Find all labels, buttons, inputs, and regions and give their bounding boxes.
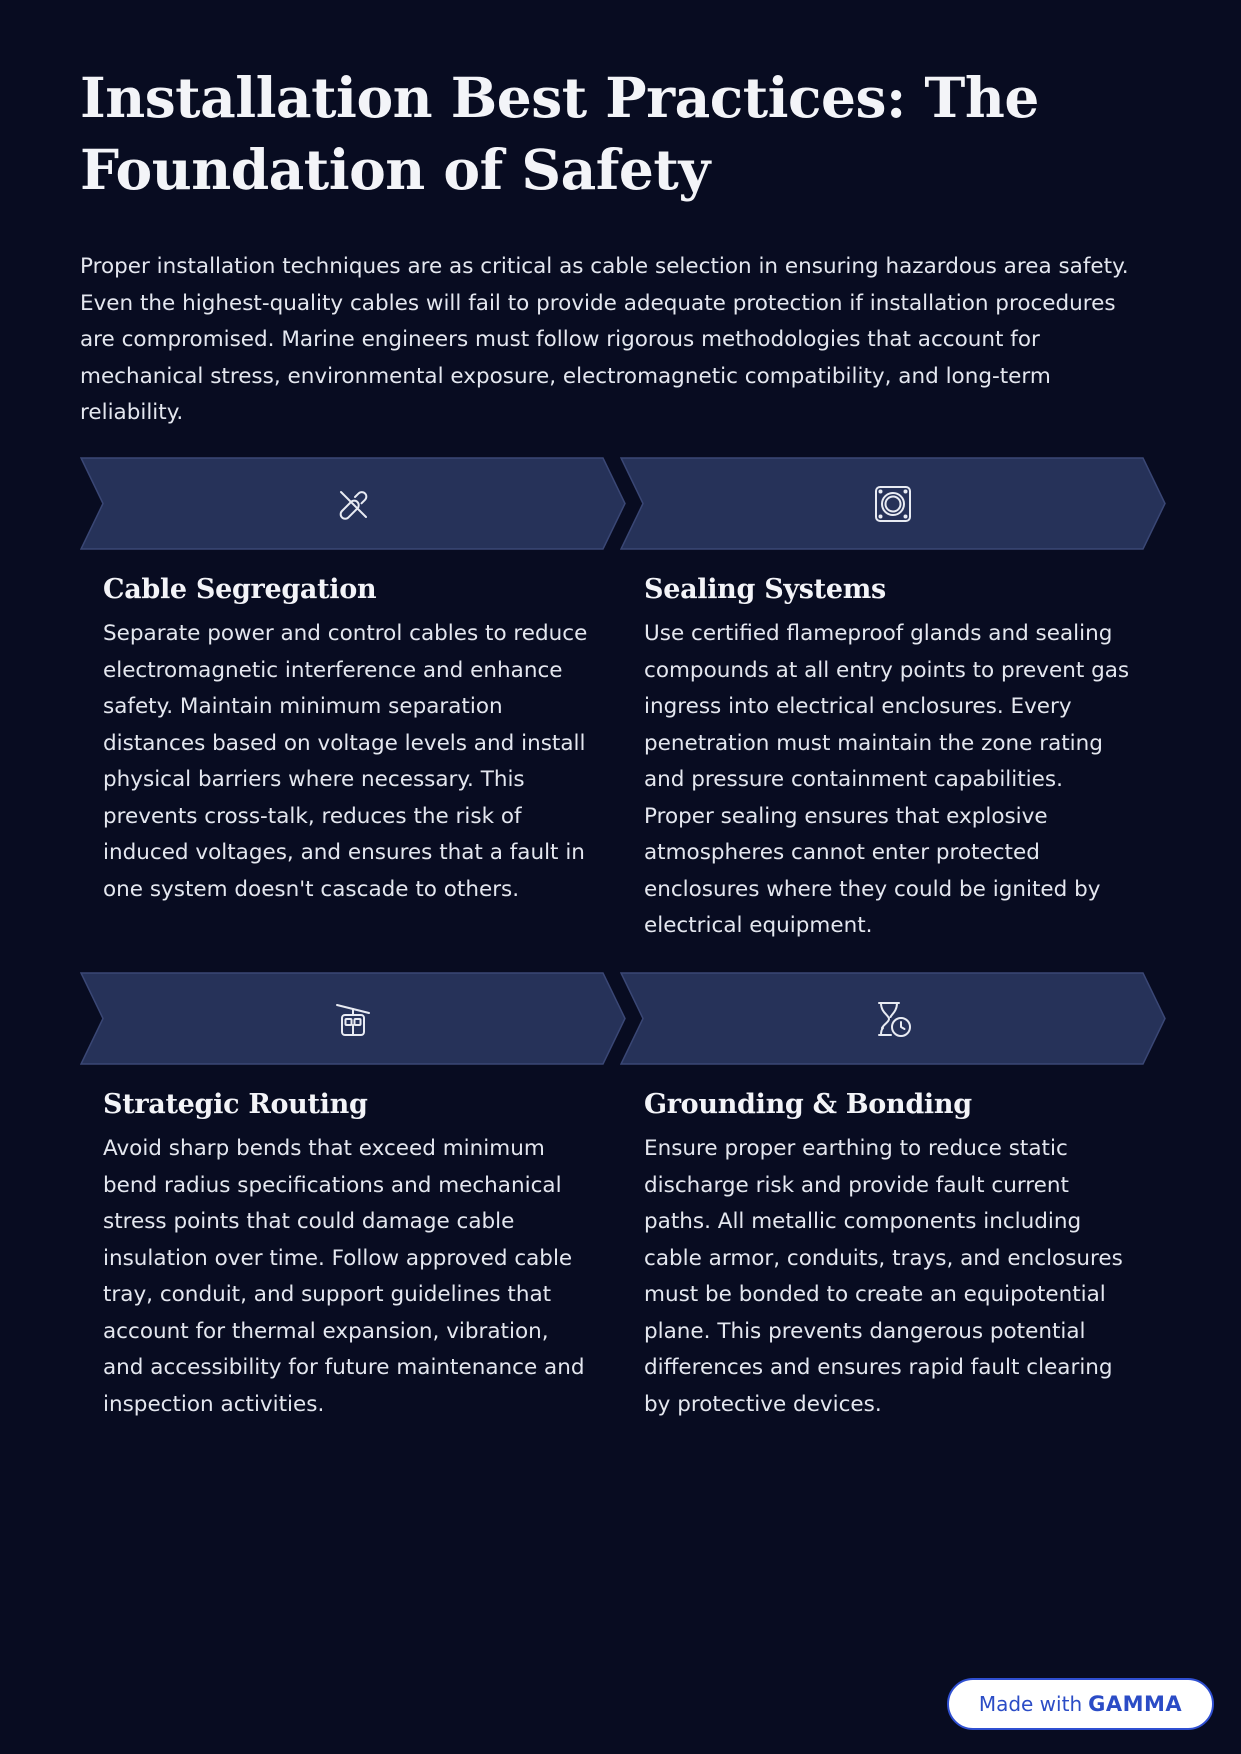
card-heading: Sealing Systems — [644, 574, 886, 605]
card-body: Separate power and control cables to reduce electromagnetic interference and enhance safety. Maintain minimum separation distances based on voltage levels and install physical barriers where necessary. This prevents cross-talk, reduces the risk of induced voltages, and ensures that a fault in one system doesn't cascade to others. — [103, 621, 588, 902]
unlink-icon — [333, 484, 373, 524]
card-grounding-bonding — [644, 1087, 1134, 1423]
hourglass-clock-icon — [873, 999, 913, 1039]
card-strategic-routing — [103, 1087, 593, 1423]
card-heading: Strategic Routing — [103, 1089, 368, 1120]
card-body: Avoid sharp bends that exceed minimum bend radius specifications and mechanical stress points that could damage cable insulation over time. Follow approved cable tray, conduit, and support guidelines that account for thermal expansion, vibration, and accessibility for future maintenance and inspection activities. — [103, 1136, 585, 1417]
chevron-banner-sealing-systems — [620, 457, 1166, 550]
page-title: Installation Best Practices: The Foundation of Safety — [80, 65, 1039, 202]
card-body: Ensure proper earthing to reduce static discharge risk and provide fault current paths. All metallic components including cable armor, conduits, trays, and enclosures must be bonded to create an equipotential plane. This prevents dangerous potential differences and ensures rapid fault clearing by protective devices. — [644, 1136, 1123, 1417]
card-heading: Cable Segregation — [103, 574, 377, 605]
card-heading: Grounding & Bonding — [644, 1089, 972, 1120]
card-body: Use certified flameproof glands and sealing compounds at all entry points to prevent gas ingress into electrical enclosures. Every penetration must maintain the zone rating and pressure containment capabilities. Proper sealing ensures that explosive atmospheres cannot enter protected enclosures where they could be ignited by electrical equipment. — [644, 621, 1130, 938]
chevron-banner-strategic-routing — [80, 972, 626, 1065]
cable-car-icon — [333, 999, 373, 1039]
badge-prefix: Made with — [978, 1692, 1083, 1716]
card-cable-segregation — [103, 572, 593, 908]
chevron-banner-cable-segregation — [80, 457, 626, 550]
seal-ring-icon — [873, 484, 913, 524]
card-sealing-systems — [644, 572, 1134, 945]
intro-paragraph: Proper installation techniques are as critical as cable selection in ensuring hazardous area safety. Even the highest-quality cables will fail to provide adequate protection if installation procedures are compromised. Marine engineers must follow rigorous methodologies that account for mechanical stress, environmental exposure, electromagnetic compatibility, and long-term reliability. — [80, 254, 1129, 425]
chevron-banner-grounding-bonding — [620, 972, 1166, 1065]
gamma-logo: GAMMA — [1088, 1692, 1183, 1716]
made-with-gamma-badge[interactable] — [947, 1678, 1214, 1730]
